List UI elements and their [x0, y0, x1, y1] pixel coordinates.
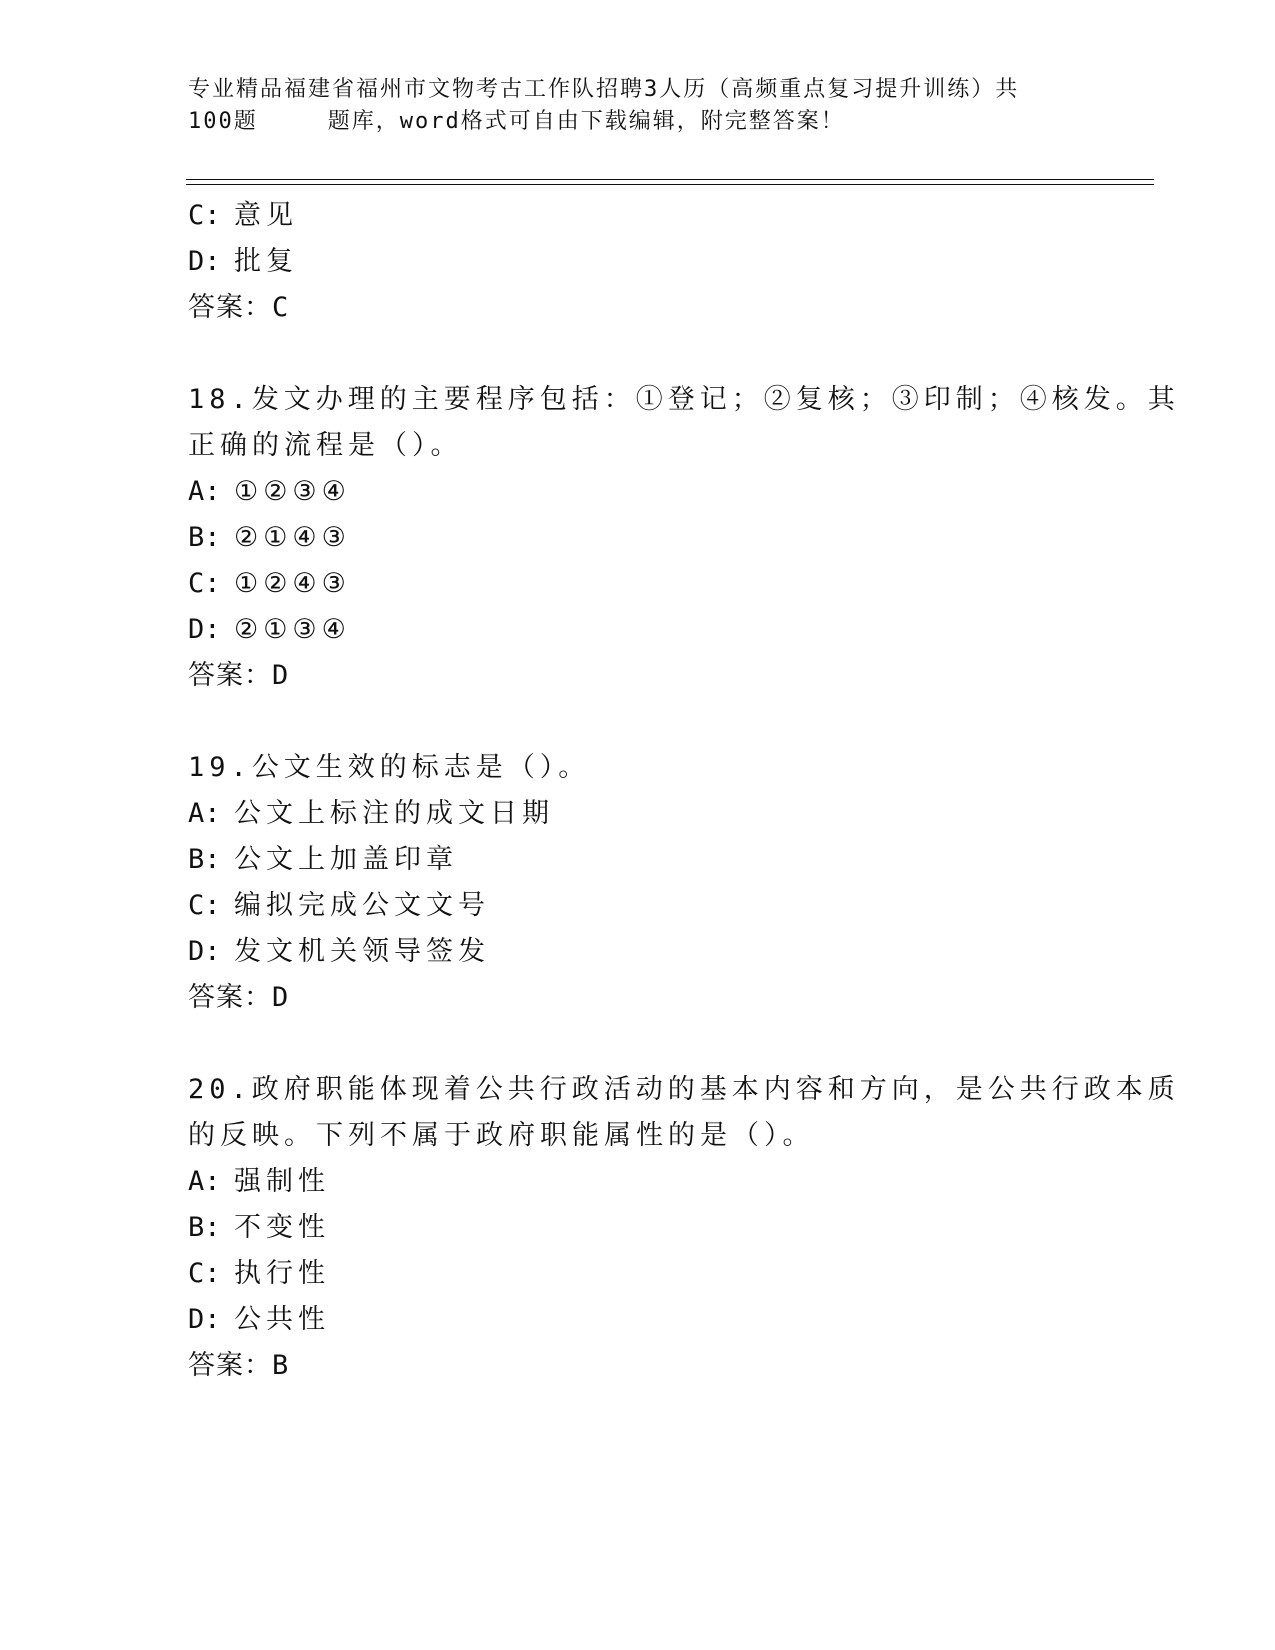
option-label: B: [188, 844, 221, 875]
question-stem-line: 的反映。下列不属于政府职能属性的是（）。 [188, 1120, 815, 1151]
answer-value: D [272, 982, 290, 1013]
option-text: 编拟完成公文文号 [234, 890, 490, 921]
option-d [188, 929, 1088, 975]
answer-label: 答案： [188, 660, 272, 691]
option-text: 批复 [234, 246, 298, 277]
option-text: ①②④③ [234, 568, 351, 599]
option-text: 发文机关领导签发 [234, 936, 490, 967]
option-label: B: [188, 1212, 221, 1243]
option-b [188, 837, 1088, 883]
option-d [188, 239, 1088, 285]
header-title-line-1: 专业精品福建省福州市文物考古工作队招聘3人历（高频重点复习提升训练）共 [188, 77, 1020, 102]
option-label: D: [188, 936, 221, 967]
answer-value: B [272, 1350, 290, 1381]
answer-line [188, 1343, 1088, 1389]
page-header [188, 74, 1088, 138]
option-d [188, 607, 1088, 653]
option-label: A: [188, 798, 221, 829]
option-text: 强制性 [234, 1166, 330, 1197]
option-c [188, 883, 1088, 929]
option-text: 意见 [234, 200, 298, 231]
question-stem-line: 18.发文办理的主要程序包括：①登记；②复核；③印制；④核发。其 [188, 384, 1180, 415]
answer-line [188, 975, 1088, 1021]
header-title-line-2 [188, 106, 1088, 138]
answer-value: D [272, 660, 290, 691]
option-c [188, 1251, 1088, 1297]
question-stem-line: 20.政府职能体现着公共行政活动的基本内容和方向，是公共行政本质 [188, 1074, 1180, 1105]
option-text: 公文上标注的成文日期 [234, 798, 554, 829]
option-text: 不变性 [234, 1212, 330, 1243]
option-b [188, 515, 1088, 561]
question-19 [188, 745, 1088, 1021]
option-label: A: [188, 1166, 221, 1197]
answer-line [188, 653, 1088, 699]
option-c [188, 193, 1088, 239]
option-label: C: [188, 568, 221, 599]
option-c [188, 561, 1088, 607]
option-label: C: [188, 1258, 221, 1289]
document-body [188, 193, 1180, 1389]
option-text: ②①④③ [234, 522, 351, 553]
option-text: 公共性 [234, 1304, 330, 1335]
header-divider-top [186, 179, 1154, 180]
option-label: A: [188, 476, 221, 507]
answer-label: 答案： [188, 292, 272, 323]
option-d [188, 1297, 1088, 1343]
option-label: D: [188, 246, 221, 277]
question-20 [188, 1067, 1180, 1389]
question-18 [188, 377, 1180, 699]
option-label: D: [188, 614, 221, 645]
question-17-continued [188, 193, 1088, 331]
answer-line [188, 285, 1088, 331]
header-divider-bottom [186, 184, 1154, 185]
answer-label: 答案： [188, 1350, 272, 1381]
question-stem-line: 19.公文生效的标志是（）。 [188, 752, 591, 783]
option-text: 执行性 [234, 1258, 330, 1289]
answer-label: 答案： [188, 982, 272, 1013]
option-label: D: [188, 1304, 221, 1335]
answer-value: C [272, 292, 290, 323]
option-text: ②①③④ [234, 614, 351, 645]
header-question-count: 100题 [188, 109, 258, 134]
option-a [188, 469, 1088, 515]
option-b [188, 1205, 1088, 1251]
option-text: 公文上加盖印章 [234, 844, 458, 875]
header-format-note: 题库，word格式可自由下载编辑，附完整答案！ [327, 109, 845, 134]
option-label: C: [188, 200, 221, 231]
option-text: ①②③④ [234, 476, 351, 507]
option-a [188, 791, 1088, 837]
question-stem-line: 正确的流程是（）。 [188, 430, 463, 461]
option-label: C: [188, 890, 221, 921]
option-label: B: [188, 522, 221, 553]
option-a [188, 1159, 1088, 1205]
